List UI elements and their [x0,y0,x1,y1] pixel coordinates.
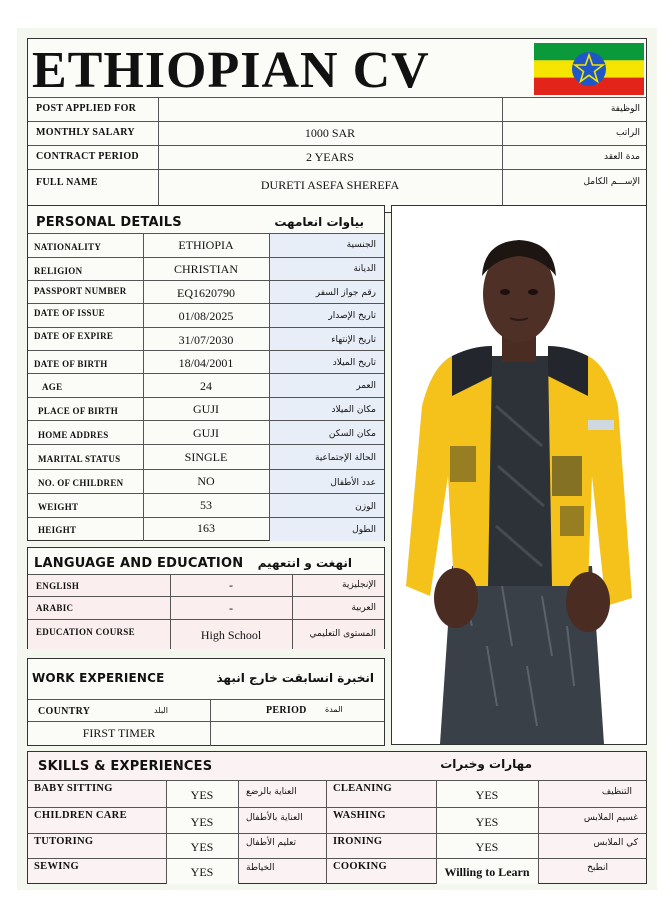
place-of-birth-label: PLACE OF BIRTH [38,406,119,416]
arabic-arabic: العربية [351,603,376,613]
no-of-children-value: NO [197,474,215,488]
arabic-value: - [229,601,233,615]
skill-baby-sitting-value: YES [190,788,214,802]
skill-washing-label: WASHING [333,810,386,821]
skill-tutoring-arabic: تعليم الأطفال [246,838,297,848]
post-applied-arabic: الوظيفة [610,104,640,114]
date-of-issue-value: 01/08/2025 [178,309,234,323]
monthly-salary-label: MONTHLY SALARY [36,127,135,138]
period-arabic: المدة [325,705,343,714]
nationality-label: NATIONALITY [34,242,102,252]
skill-children-care-arabic: العناية بالأطفال [246,813,303,823]
weight-arabic: الوزن [355,502,376,512]
english-value: - [229,578,233,592]
country-label: COUNTRY [38,706,91,717]
skill-washing-arabic: غسيم الملابس [583,813,638,823]
religion-value: CHRISTIAN [173,262,238,276]
contract-period-label: CONTRACT PERIOD [36,151,139,162]
date-of-expire-value: 31/07/2030 [178,333,234,347]
no-of-children-label: NO. OF CHILDREN [38,478,124,488]
weight-value: 53 [200,498,212,512]
english-label: ENGLISH [36,581,80,591]
skill-cooking-label: COOKING [333,861,388,872]
age-label: AGE [42,382,63,392]
skill-tutoring-value: YES [190,840,214,854]
country-arabic: البلد [154,706,168,715]
language-education-section [27,547,385,649]
page-title: ETHIOPIAN CV [32,42,430,99]
date-of-expire-label: DATE OF EXPIRE [34,331,114,341]
home-address-label: HOME ADDRES [38,430,109,440]
skill-ironing-value: YES [475,840,499,854]
personal-details-title-arabic: بياوات انعامهت [274,215,364,229]
skill-sewing-arabic: الخياطة [246,863,275,873]
marital-status-label: MARITAL STATUS [38,454,121,464]
date-of-birth-arabic: تاريخ الميلاد [332,358,376,368]
skills-title-arabic: مهارات وخبرات [440,757,532,771]
contract-period-value: 2 YEARS [306,150,354,164]
nationality-value: ETHIOPIA [178,238,234,252]
height-arabic: الطول [352,525,376,535]
skill-sewing-value: YES [190,865,214,879]
full-name-label: FULL NAME [36,177,98,188]
work-experience-title-arabic: انخبرة انسابقت خارج انبهذ [216,671,374,685]
skills-title: SKILLS & EXPERIENCES [38,759,213,774]
language-education-table [28,574,384,649]
education-course-value: High School [200,628,262,642]
arabic-label: ARABIC [36,603,74,613]
skill-cleaning-arabic: التنظيف [601,787,632,797]
work-experience-table [28,699,384,746]
education-course-label: EDUCATION COURSE [36,627,135,637]
applicant-photo [391,205,647,745]
passport-number-label: PASSPORT NUMBER [34,286,127,296]
language-education-title-arabic: انهغت و انتعهيم [257,556,352,570]
religion-label: RELIGION [34,266,83,276]
skills-table [28,780,646,884]
skills-section [27,751,647,884]
top-fields-table [28,97,646,213]
age-arabic: العمر [356,381,376,391]
skill-cleaning-label: CLEANING [333,783,392,794]
skill-sewing-label: SEWING [34,861,79,872]
personal-details-table [28,233,384,541]
age-value: 24 [200,379,212,393]
skill-baby-sitting-arabic: العناية بالرضع [246,787,297,797]
height-value: 163 [197,521,215,535]
date-of-issue-arabic: تاريخ الإصدار [328,311,376,321]
education-course-arabic: المستوى التعليمي [309,629,376,639]
nationality-arabic: الجنسية [346,240,376,250]
work-experience-title: WORK EXPERIENCE [32,671,165,685]
personal-details-title: PERSONAL DETAILS [36,215,182,230]
skill-cooking-value: Willing to Learn [444,865,530,879]
passport-number-value: EQ1620790 [177,286,235,300]
contract-period-arabic: مدة العقد [604,152,640,162]
personal-details-section [27,205,385,541]
work-experience-section [27,658,385,746]
home-address-arabic: مكان السكن [328,429,376,439]
monthly-salary-value: 1000 SAR [304,126,356,140]
post-applied-label: POST APPLIED FOR [36,103,137,114]
skill-ironing-arabic: كي الملابس [593,838,638,848]
religion-arabic: الديانة [353,264,376,274]
marital-status-arabic: الحالة الإجتماعية [315,453,376,463]
english-arabic: الإنجليزية [342,580,376,590]
date-of-expire-arabic: تاريخ الإنتهاء [331,335,376,345]
ethiopian-flag-icon [534,43,644,95]
skill-cleaning-value: YES [475,788,499,802]
skill-washing-value: YES [475,815,499,829]
cv-page [17,28,657,890]
no-of-children-arabic: عدد الأطفال [330,478,376,488]
date-of-issue-label: DATE OF ISSUE [34,308,105,318]
skill-tutoring-label: TUTORING [34,836,94,847]
work-experience-entry: FIRST TIMER [82,726,156,740]
place-of-birth-arabic: مكان الميلاد [331,405,376,415]
height-label: HEIGHT [38,525,77,535]
marital-status-value: SINGLE [184,450,228,464]
skill-ironing-label: IRONING [333,836,383,847]
header [27,38,647,213]
date-of-birth-label: DATE OF BIRTH [34,359,108,369]
skill-cooking-arabic: انطبخ [587,863,608,873]
date-of-birth-value: 18/04/2001 [178,356,234,370]
skill-children-care-value: YES [190,815,214,829]
full-name-arabic: الإســـم الكامل [583,177,640,187]
skill-children-care-label: CHILDREN CARE [34,810,127,821]
weight-label: WEIGHT [38,502,79,512]
full-name-value: DURETI ASEFA SHEREFA [260,178,400,192]
home-address-value: GUJI [193,426,219,440]
skill-baby-sitting-label: BABY SITTING [34,783,113,794]
language-education-title: LANGUAGE AND EDUCATION [34,556,244,571]
period-label: PERIOD [266,705,307,716]
passport-number-arabic: رقم جواز السفر [315,288,376,298]
place-of-birth-value: GUJI [193,402,219,416]
monthly-salary-arabic: الراتب [615,128,640,138]
